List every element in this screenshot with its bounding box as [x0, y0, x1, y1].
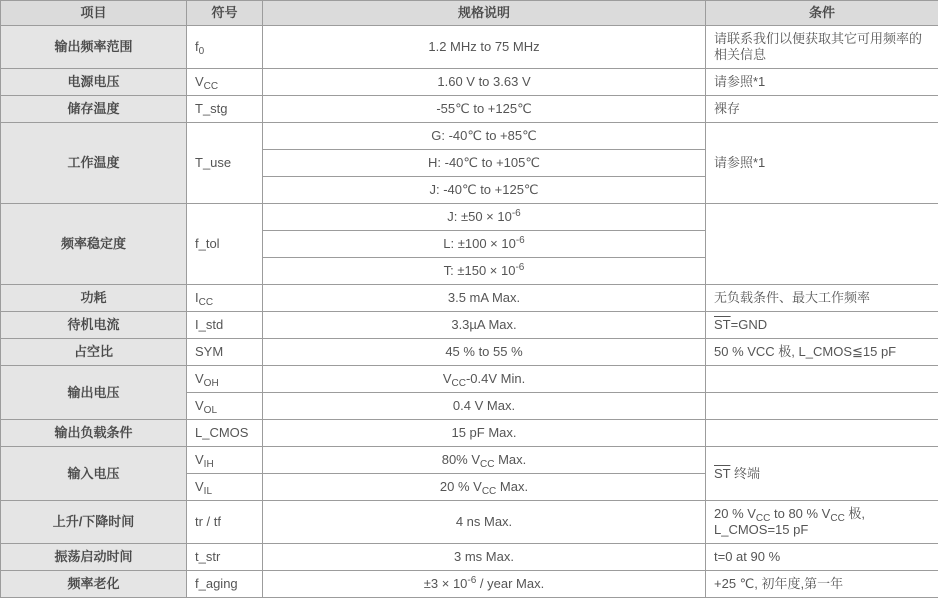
table-row [1, 544, 938, 571]
cell-symbol: L_CMOS [187, 420, 263, 447]
cell-spec: 3 ms Max. [263, 544, 706, 571]
table-row [1, 204, 938, 231]
cell-spec: H: -40℃ to +105℃ [263, 150, 706, 177]
cell-condition: 无负载条件、最大工作频率 [706, 285, 938, 312]
cell-spec: 1.60 V to 3.63 V [263, 69, 706, 96]
cell-item: 输出负载条件 [1, 420, 187, 447]
col-header-spec: 规格说明 [263, 1, 706, 26]
cell-spec: 20 % $V_{CC}$ Max. [263, 474, 706, 501]
cell-item: 输出电压 [1, 366, 187, 420]
cell-condition: 20 % $V_{CC}$ to 80 % $V_{CC}$ 极, L_CMOS=15 pF [706, 501, 938, 544]
cell-condition: $\overline{ST}=GND$ [706, 312, 938, 339]
cell-symbol: $V_{IL}$ [187, 474, 263, 501]
cell-spec: 45 % to 55 % [263, 339, 706, 366]
cell-symbol: $V_{IH}$ [187, 447, 263, 474]
cell-symbol: SYM [187, 339, 263, 366]
cell-spec: 0.4 V Max. [263, 393, 706, 420]
cell-spec: $V_{CC}-0.4V$ Min. [263, 366, 706, 393]
table-row [1, 501, 938, 544]
cell-symbol: $V_{OL}$ [187, 393, 263, 420]
cell-condition [706, 366, 938, 393]
col-header-cond: 条件 [706, 1, 938, 26]
table-row [1, 285, 938, 312]
cell-symbol: I_std [187, 312, 263, 339]
cell-condition: 裸存 [706, 96, 938, 123]
table-row [1, 123, 938, 150]
table-row [1, 96, 938, 123]
table-header [1, 1, 938, 26]
col-header-item: 项目 [1, 1, 187, 26]
cell-condition [706, 420, 938, 447]
col-header-symbol: 符号 [187, 1, 263, 26]
table-row [1, 69, 938, 96]
cell-spec: J: -40℃ to +125℃ [263, 177, 706, 204]
cell-condition: $\overline{ST}$ 终端 [706, 447, 938, 501]
cell-spec: 3.5 mA Max. [263, 285, 706, 312]
table-row [1, 571, 938, 598]
cell-condition: 50 % VCC 极, L_CMOS≦15 pF [706, 339, 938, 366]
cell-item: 输入电压 [1, 447, 187, 501]
cell-item: 电源电压 [1, 69, 187, 96]
cell-condition [706, 393, 938, 420]
table-row [1, 447, 938, 474]
cell-symbol: f_tol [187, 204, 263, 285]
table-row [1, 26, 938, 69]
cell-symbol: t_str [187, 544, 263, 571]
cell-item: 频率稳定度 [1, 204, 187, 285]
cell-item: 待机电流 [1, 312, 187, 339]
table-row [1, 420, 938, 447]
cell-item: 储存温度 [1, 96, 187, 123]
cell-item: 输出频率范围 [1, 26, 187, 69]
cell-symbol: T_use [187, 123, 263, 204]
cell-symbol: $I_{CC}$ [187, 285, 263, 312]
cell-item: 功耗 [1, 285, 187, 312]
cell-spec: 15 pF Max. [263, 420, 706, 447]
cell-item: 工作温度 [1, 123, 187, 204]
cell-symbol: $V_{CC}$ [187, 69, 263, 96]
cell-symbol: $f_0$ [187, 26, 263, 69]
cell-item: 振荡启动时间 [1, 544, 187, 571]
cell-condition: 请参照*1 [706, 69, 938, 96]
table-row [1, 312, 938, 339]
cell-spec: L: $\pm 100 \times 10^{-6}$ [263, 231, 706, 258]
table-body [1, 26, 938, 598]
cell-spec: 80% $V_{CC}$ Max. [263, 447, 706, 474]
cell-item: 频率老化 [1, 571, 187, 598]
cell-symbol: f_aging [187, 571, 263, 598]
cell-condition: 请参照*1 [706, 123, 938, 204]
cell-symbol: $V_{OH}$ [187, 366, 263, 393]
table-row [1, 366, 938, 393]
cell-spec: $\pm 3 \times 10^{-6}$ / year Max. [263, 571, 706, 598]
cell-symbol: T_stg [187, 96, 263, 123]
cell-spec: -55℃ to +125℃ [263, 96, 706, 123]
cell-condition [706, 204, 938, 285]
cell-condition: +25 ℃, 初年度,第一年 [706, 571, 938, 598]
cell-spec: 3.3µA Max. [263, 312, 706, 339]
header-row [1, 1, 938, 26]
cell-spec: T: $\pm 150 \times 10^{-6}$ [263, 258, 706, 285]
cell-item: 上升/下降时间 [1, 501, 187, 544]
cell-spec: J: $\pm 50 \times 10^{-6}$ [263, 204, 706, 231]
cell-spec: G: -40℃ to +85℃ [263, 123, 706, 150]
table-row [1, 339, 938, 366]
cell-condition: 请联系我们以便获取其它可用频率的相关信息 [706, 26, 938, 69]
cell-spec: 4 ns Max. [263, 501, 706, 544]
cell-spec: 1.2 MHz to 75 MHz [263, 26, 706, 69]
cell-symbol: tr / tf [187, 501, 263, 544]
cell-item: 占空比 [1, 339, 187, 366]
cell-condition: t=0 at 90 % [706, 544, 938, 571]
